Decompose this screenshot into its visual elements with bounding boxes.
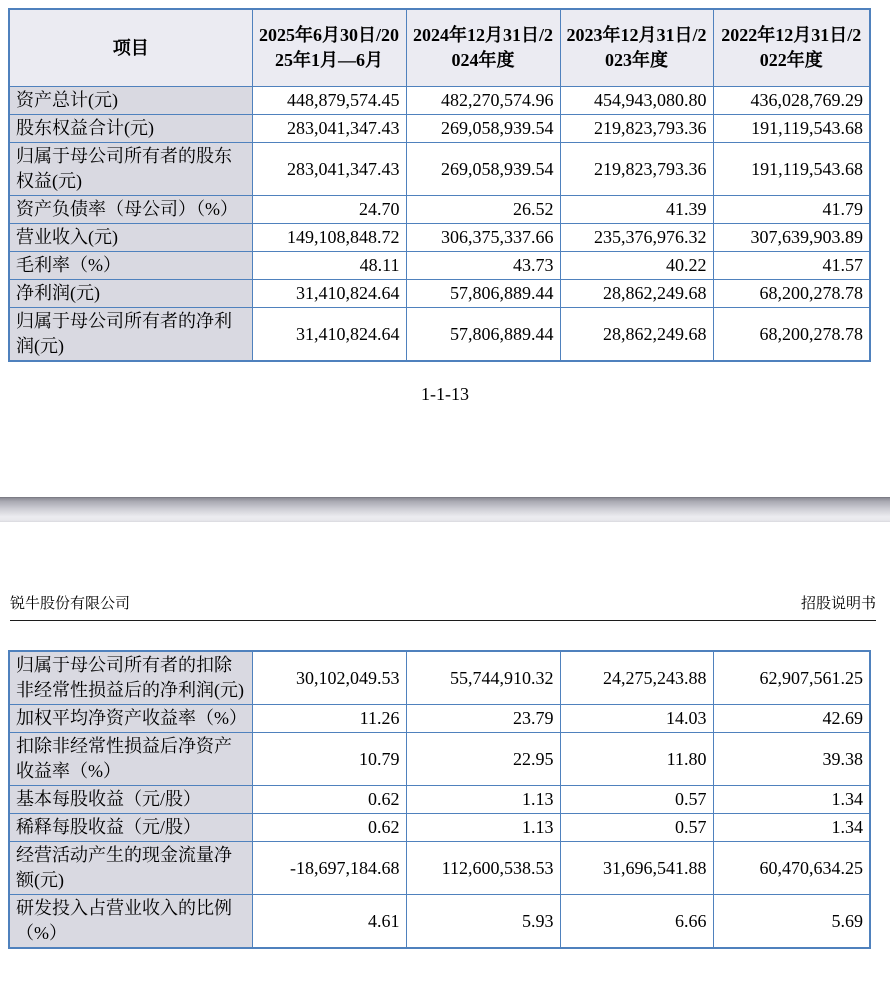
value-cell: 41.79	[713, 196, 870, 224]
page-separator	[0, 497, 890, 522]
column-header-cell: 2024年12月31日/2024年度	[406, 9, 560, 87]
value-cell: 55,744,910.32	[406, 651, 560, 705]
table-row	[9, 705, 870, 733]
value-cell: 28,862,249.68	[560, 308, 713, 362]
value-cell: 10.79	[252, 733, 406, 786]
value-cell: 11.26	[252, 705, 406, 733]
value-cell: 0.57	[560, 786, 713, 814]
value-cell: 41.57	[713, 252, 870, 280]
running-header	[10, 595, 876, 621]
row-label-cell: 资产负债率（母公司）（%）	[9, 196, 252, 224]
value-cell: 11.80	[560, 733, 713, 786]
value-cell: 39.38	[713, 733, 870, 786]
table-row	[9, 143, 870, 196]
row-label-cell: 稀释每股收益（元/股）	[9, 814, 252, 842]
value-cell: 43.73	[406, 252, 560, 280]
financial-table-page1-wrap	[8, 8, 871, 362]
value-cell: 24.70	[252, 196, 406, 224]
table-row	[9, 196, 870, 224]
value-cell: 112,600,538.53	[406, 842, 560, 895]
value-cell: 283,041,347.43	[252, 115, 406, 143]
row-label-cell: 加权平均净资产收益率（%）	[9, 705, 252, 733]
column-header-cell: 2022年12月31日/2022年度	[713, 9, 870, 87]
row-label-cell: 净利润(元)	[9, 280, 252, 308]
value-cell: 1.34	[713, 786, 870, 814]
value-cell: 5.93	[406, 895, 560, 949]
value-cell: 191,119,543.68	[713, 115, 870, 143]
column-header-cell: 项目	[9, 9, 252, 87]
table-row	[9, 280, 870, 308]
table-row	[9, 87, 870, 115]
value-cell: 1.34	[713, 814, 870, 842]
value-cell: 219,823,793.36	[560, 115, 713, 143]
value-cell: 60,470,634.25	[713, 842, 870, 895]
value-cell: 219,823,793.36	[560, 143, 713, 196]
column-header-cell: 2025年6月30日/2025年1月—6月	[252, 9, 406, 87]
row-label-cell: 基本每股收益（元/股）	[9, 786, 252, 814]
table-header-row	[9, 9, 870, 87]
value-cell: 28,862,249.68	[560, 280, 713, 308]
value-cell: 14.03	[560, 705, 713, 733]
company-name: 锐牛股份有限公司	[10, 596, 131, 612]
value-cell: 68,200,278.78	[713, 280, 870, 308]
table-row	[9, 224, 870, 252]
table-row	[9, 115, 870, 143]
table-row	[9, 308, 870, 362]
value-cell: 0.62	[252, 814, 406, 842]
financial-table-page2-continued	[8, 650, 871, 949]
value-cell: 149,108,848.72	[252, 224, 406, 252]
value-cell: 1.13	[406, 786, 560, 814]
value-cell: 269,058,939.54	[406, 143, 560, 196]
value-cell: 4.61	[252, 895, 406, 949]
value-cell: 235,376,976.32	[560, 224, 713, 252]
value-cell: 57,806,889.44	[406, 308, 560, 362]
row-label-cell: 扣除非经常性损益后净资产收益率（%）	[9, 733, 252, 786]
row-label-cell: 资产总计(元)	[9, 87, 252, 115]
value-cell: 68,200,278.78	[713, 308, 870, 362]
value-cell: 0.62	[252, 786, 406, 814]
value-cell: 269,058,939.54	[406, 115, 560, 143]
value-cell: 57,806,889.44	[406, 280, 560, 308]
value-cell: 41.39	[560, 196, 713, 224]
table-row	[9, 252, 870, 280]
value-cell: 22.95	[406, 733, 560, 786]
table-row	[9, 733, 870, 786]
table-row	[9, 842, 870, 895]
value-cell: 40.22	[560, 252, 713, 280]
row-label-cell: 营业收入(元)	[9, 224, 252, 252]
value-cell: 26.52	[406, 196, 560, 224]
value-cell: 23.79	[406, 705, 560, 733]
table-row	[9, 786, 870, 814]
value-cell: 30,102,049.53	[252, 651, 406, 705]
value-cell: 436,028,769.29	[713, 87, 870, 115]
value-cell: 42.69	[713, 705, 870, 733]
value-cell: 283,041,347.43	[252, 143, 406, 196]
row-label-cell: 毛利率（%）	[9, 252, 252, 280]
financial-table-page1	[8, 8, 871, 362]
value-cell: -18,697,184.68	[252, 842, 406, 895]
value-cell: 307,639,903.89	[713, 224, 870, 252]
value-cell: 24,275,243.88	[560, 651, 713, 705]
value-cell: 306,375,337.66	[406, 224, 560, 252]
value-cell: 31,410,824.64	[252, 308, 406, 362]
document-type-label: 招股说明书	[800, 596, 876, 612]
row-label-cell: 归属于母公司所有者的扣除非经常性损益后的净利润(元)	[9, 651, 252, 705]
table-row	[9, 895, 870, 949]
value-cell: 482,270,574.96	[406, 87, 560, 115]
financial-table-page2-wrap	[8, 650, 871, 949]
value-cell: 191,119,543.68	[713, 143, 870, 196]
value-cell: 1.13	[406, 814, 560, 842]
value-cell: 0.57	[560, 814, 713, 842]
row-label-cell: 研发投入占营业收入的比例（%）	[9, 895, 252, 949]
value-cell: 5.69	[713, 895, 870, 949]
value-cell: 454,943,080.80	[560, 87, 713, 115]
page-number: 1-1-13	[421, 384, 469, 404]
row-label-cell: 归属于母公司所有者的净利润(元)	[9, 308, 252, 362]
value-cell: 62,907,561.25	[713, 651, 870, 705]
row-label-cell: 经营活动产生的现金流量净额(元)	[9, 842, 252, 895]
column-header-cell: 2023年12月31日/2023年度	[560, 9, 713, 87]
value-cell: 48.11	[252, 252, 406, 280]
row-label-cell: 归属于母公司所有者的股东权益(元)	[9, 143, 252, 196]
value-cell: 31,696,541.88	[560, 842, 713, 895]
table-row	[9, 814, 870, 842]
row-label-cell: 股东权益合计(元)	[9, 115, 252, 143]
value-cell: 31,410,824.64	[252, 280, 406, 308]
value-cell: 448,879,574.45	[252, 87, 406, 115]
table-row	[9, 651, 870, 705]
value-cell: 6.66	[560, 895, 713, 949]
